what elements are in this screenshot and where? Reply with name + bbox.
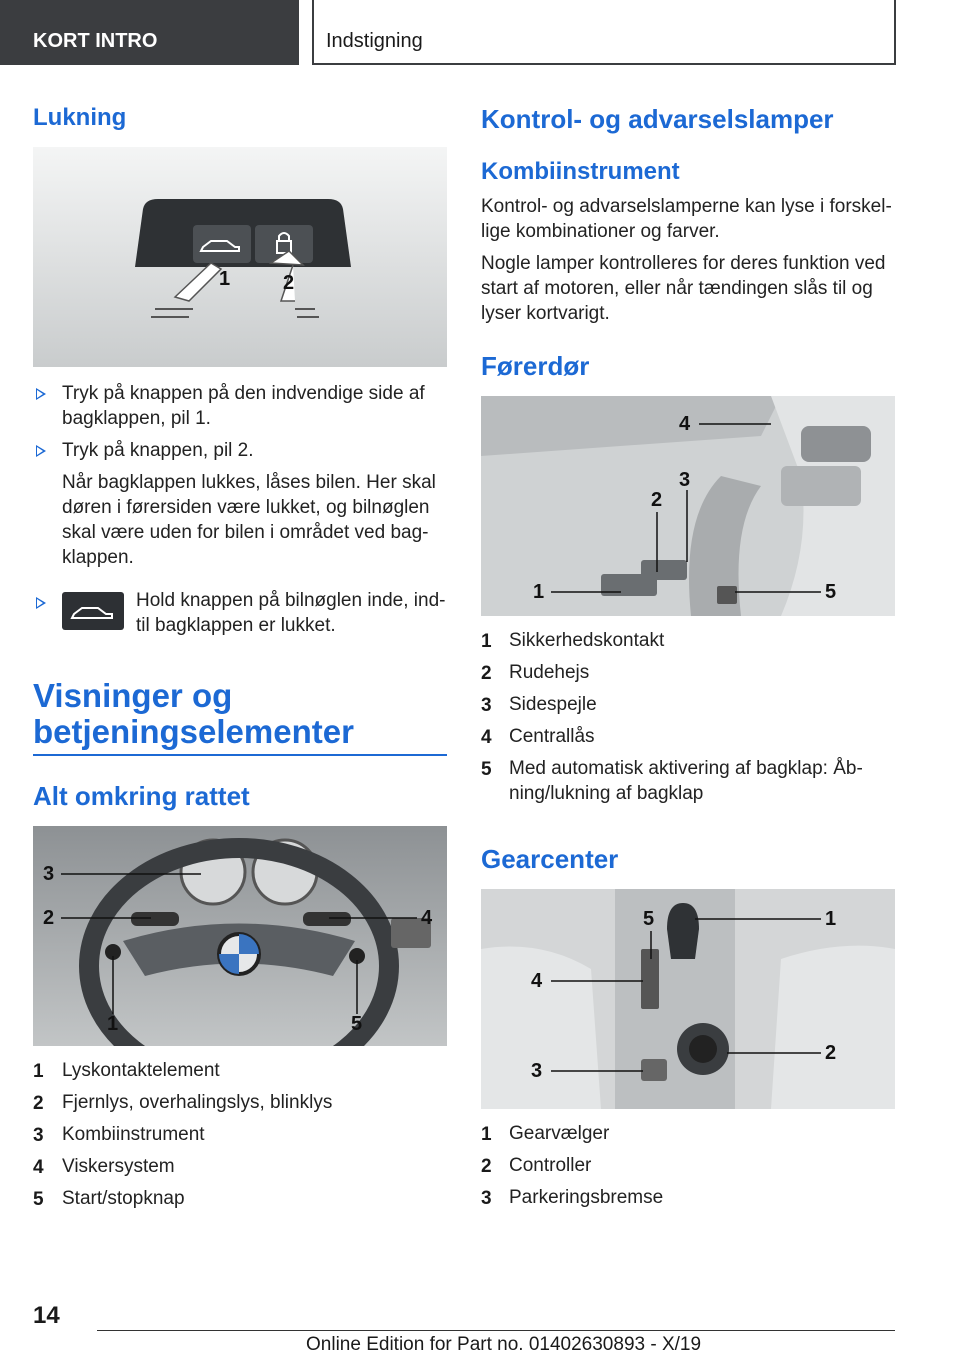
callout-4: 4: [531, 970, 543, 992]
callout-2: 2: [651, 489, 663, 511]
gear-center-figure: [481, 889, 895, 1109]
gearcenter-item-num-1: 1: [481, 1124, 492, 1145]
rattet-item-label-1: Lyskontaktelement: [62, 1060, 220, 1081]
callout-2: 2: [283, 272, 295, 294]
section-divider: [33, 754, 447, 756]
lukning-note-3: skal være uden for bilen i området ved bag-: [62, 522, 429, 543]
forerdor-item-label-5b: ning/lukning af bagklap: [509, 783, 704, 804]
rattet-item-num-3: 3: [33, 1125, 44, 1146]
steering-wheel-figure: [33, 826, 447, 1046]
forerdor-item-num-3: 3: [481, 695, 492, 716]
rattet-item-label-2: Fjernlys, overhalingslys, blinklys: [62, 1092, 333, 1113]
callout-5: 5: [643, 908, 655, 930]
forerdor-item-num-1: 1: [481, 631, 492, 652]
lukning-note-1: Når bagklappen lukkes, låses bilen. Her skal: [62, 472, 436, 493]
lukning-bullet-3b: til bagklappen er lukket.: [136, 615, 336, 636]
forerdor-item-label-1: Sikkerhedskontakt: [509, 630, 665, 651]
rattet-item-label-4: Viskersystem: [62, 1156, 175, 1177]
gearcenter-item-label-3: Parkeringsbremse: [509, 1187, 664, 1208]
lukning-note-2: døren i førersiden være lukket, og bilnøglen: [62, 497, 430, 518]
callout-5: 5: [825, 581, 837, 603]
gearcenter-heading: Gearcenter: [481, 844, 619, 874]
forerdor-item-label-3: Sidespejle: [509, 694, 597, 715]
rattet-item-label-3: Kombiinstrument: [62, 1124, 205, 1145]
lukning-bullet-2: Tryk på knappen, pil 2.: [62, 440, 254, 461]
forerdor-item-num-2: 2: [481, 663, 492, 684]
gearcenter-item-num-3: 3: [481, 1188, 492, 1209]
kombiinstrument-subheading: Kombiinstrument: [481, 158, 680, 185]
forerdor-heading: Førerdør: [481, 351, 590, 381]
rattet-item-num-5: 5: [33, 1189, 44, 1210]
kontrol-para1-l1: Kontrol- og advarselslamperne kan lyse i forskel-: [481, 196, 892, 217]
visninger-heading-line2: betjeningselementer: [33, 713, 354, 750]
kontrol-para2-l2: start af motoren, eller når tændingen slås til og: [481, 278, 873, 299]
forerdor-item-label-2: Rudehejs: [509, 662, 590, 683]
section-tab: KORT INTRO: [0, 0, 299, 65]
kontrol-heading: Kontrol- og advarselslamper: [481, 104, 834, 134]
rattet-item-num-4: 4: [33, 1157, 44, 1178]
bullet-triangle-icon: [36, 597, 46, 609]
callout-1: 1: [825, 908, 837, 930]
footer-edition: Online Edition for Part no. 01402630893 - X/19: [306, 1334, 702, 1355]
rattet-heading: Alt omkring rattet: [33, 781, 250, 811]
lukning-note-4: klappen.: [62, 547, 134, 568]
callout-1: 1: [219, 268, 231, 290]
kontrol-para2-l1: Nogle lamper kontrolleres for deres funktion ved: [481, 253, 886, 274]
callout-1: 1: [107, 1013, 119, 1035]
bullet-triangle-icon: [36, 445, 46, 457]
callout-2: 2: [43, 907, 55, 929]
key-tailgate-icon: [62, 592, 124, 630]
visninger-heading-line1: Visninger og: [33, 677, 233, 714]
lukning-bullet-3a: Hold knappen på bilnøglen inde, ind-: [136, 590, 446, 611]
lukning-bullet-1b: bagklappen, pil 1.: [62, 408, 211, 429]
callout-1: 1: [533, 581, 545, 603]
callout-5: 5: [351, 1013, 363, 1035]
rattet-item-num-2: 2: [33, 1093, 44, 1114]
rattet-item-label-5: Start/stopknap: [62, 1188, 185, 1209]
gearcenter-item-label-2: Controller: [509, 1155, 592, 1176]
callout-2: 2: [825, 1042, 837, 1064]
page-number: 14: [33, 1302, 60, 1329]
lukning-bullet-1a: Tryk på knappen på den indvendige side af: [62, 383, 425, 404]
tailgate-buttons-figure: [33, 147, 447, 367]
callout-3: 3: [531, 1060, 543, 1082]
lukning-heading: Lukning: [33, 104, 127, 131]
callout-4: 4: [421, 907, 433, 929]
callout-4: 4: [679, 413, 691, 435]
forerdor-item-num-5: 5: [481, 759, 492, 780]
callout-3: 3: [43, 863, 55, 885]
forerdor-item-label-5a: Med automatisk aktivering af bagklap: Åb-: [509, 758, 863, 779]
bullet-triangle-icon: [36, 388, 46, 400]
forerdor-item-label-4: Centrallås: [509, 726, 595, 747]
gearcenter-item-num-2: 2: [481, 1156, 492, 1177]
footer-divider: [97, 1330, 895, 1331]
forerdor-item-num-4: 4: [481, 727, 492, 748]
kontrol-para2-l3: lyser kortvarigt.: [481, 303, 610, 324]
chapter-tab: Indstigning: [312, 0, 896, 65]
kontrol-para1-l2: lige kombinationer og farver.: [481, 221, 720, 242]
rattet-item-num-1: 1: [33, 1061, 44, 1082]
driver-door-figure: [481, 396, 895, 616]
gearcenter-item-label-1: Gearvælger: [509, 1123, 610, 1144]
callout-3: 3: [679, 469, 691, 491]
